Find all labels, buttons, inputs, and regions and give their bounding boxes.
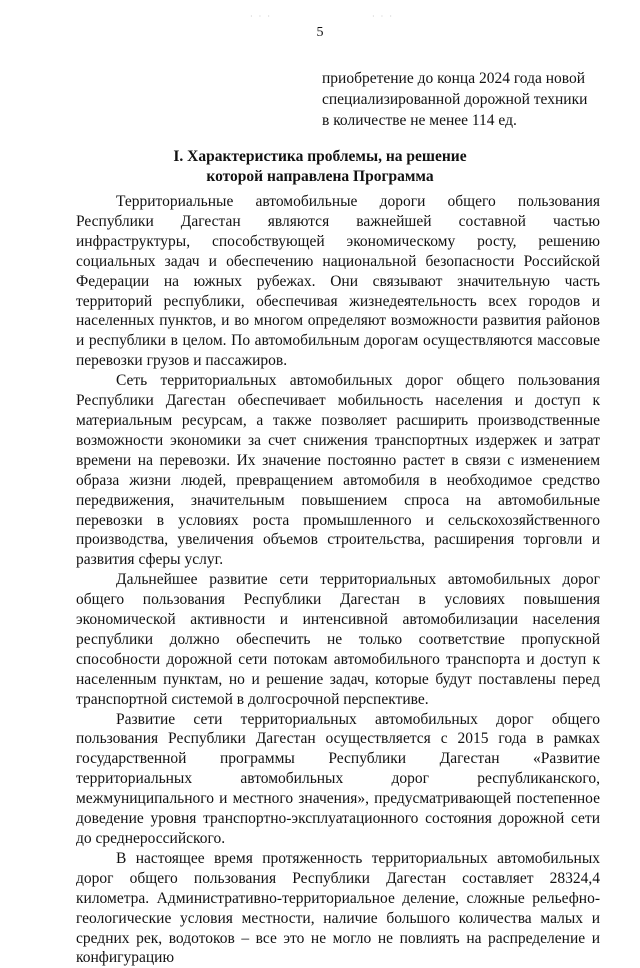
section-body — [76, 192, 600, 968]
intro-line: в количестве не менее 114 ед. — [322, 112, 517, 129]
page-number: 5 — [316, 25, 324, 40]
intro-line: приобретение до конца 2024 года новой — [322, 70, 586, 87]
section-heading-line: I. Характеристика проблемы, на решение — [173, 148, 467, 165]
scan-artifact: · · · — [372, 12, 394, 21]
paragraph: Дальнейшее развитие сети территориальных автомобильных дорог общего пользования Республики Дагестан в условиях повышения экономической активности и интенсивной автомобилизации населения республики должно обеспечить не только соответствие пропускной способности дорожной сети потокам автомобильного транспорта и доступ к населенным пунктам, но и решение задач, которые будут поставлены перед транспортной системой в долгосрочной перспективе. — [76, 571, 600, 708]
paragraph: В настоящее время протяженность территориальных автомобильных дорог общего пользования Республики Дагестан составляет 28324,4 километра. Административно-территориальное деление, сложные рельефно-геологические условия местности, наличие большого количества малых и средних рек, водотоков – все это не могло не повлиять на распределение и конфигурацию — [76, 849, 600, 967]
paragraph: Территориальные автомобильные дороги общего пользования Республики Дагестан являются важнейшей составной частью инфраструктуры, способствующей экономическому росту, решению социальных задач и обеспечению национальной безопасности Российской Федерации на южных рубежах. Они связывают значительную часть территорий республики, обеспечивая жизнедеятельность всех городов и населенных пунктов, и во многом определяют возможности развития районов и республики в целом. По автомобильным дорогам осуществляются массовые перевозки грузов и пассажиров. — [76, 193, 600, 370]
paragraph: Развитие сети территориальных автомобильных дорог общего пользования Республики Дагестан осуществляется с 2015 года в рамках государственной программы Республики Дагестан «Развитие территориальных автомобильных дорог республиканского, межмуниципального и местного значения», предусматривающей постепенное доведение уровня транспортно-эксплуатационного состояния дорожной сети до среднероссийского. — [76, 710, 600, 847]
paragraph: Сеть территориальных автомобильных дорог общего пользования Республики Дагестан обеспечивает мобильность населения и доступ к материальным ресурсам, а также позволяет расширить производственные возможности экономики за счет снижения транспортных издержек и затрат времени на перевозки. Их значение постоянно растет в связи с изменением образа жизни людей, превращением автомобиля в необходимое средство передвижения, значительным повышением спроса на автомобильные перевозки в условиях роста промышленного и сельскохозяйственного производства, увеличения объемов строительства, расширения торговли и развития сферы услуг. — [76, 372, 600, 569]
intro-line: специализированной дорожной техники — [322, 91, 588, 108]
section-heading — [0, 147, 640, 187]
section-heading-line: которой направлена Программа — [206, 168, 434, 185]
scan-artifact: · · · — [250, 12, 272, 21]
intro-fragment — [322, 68, 602, 131]
